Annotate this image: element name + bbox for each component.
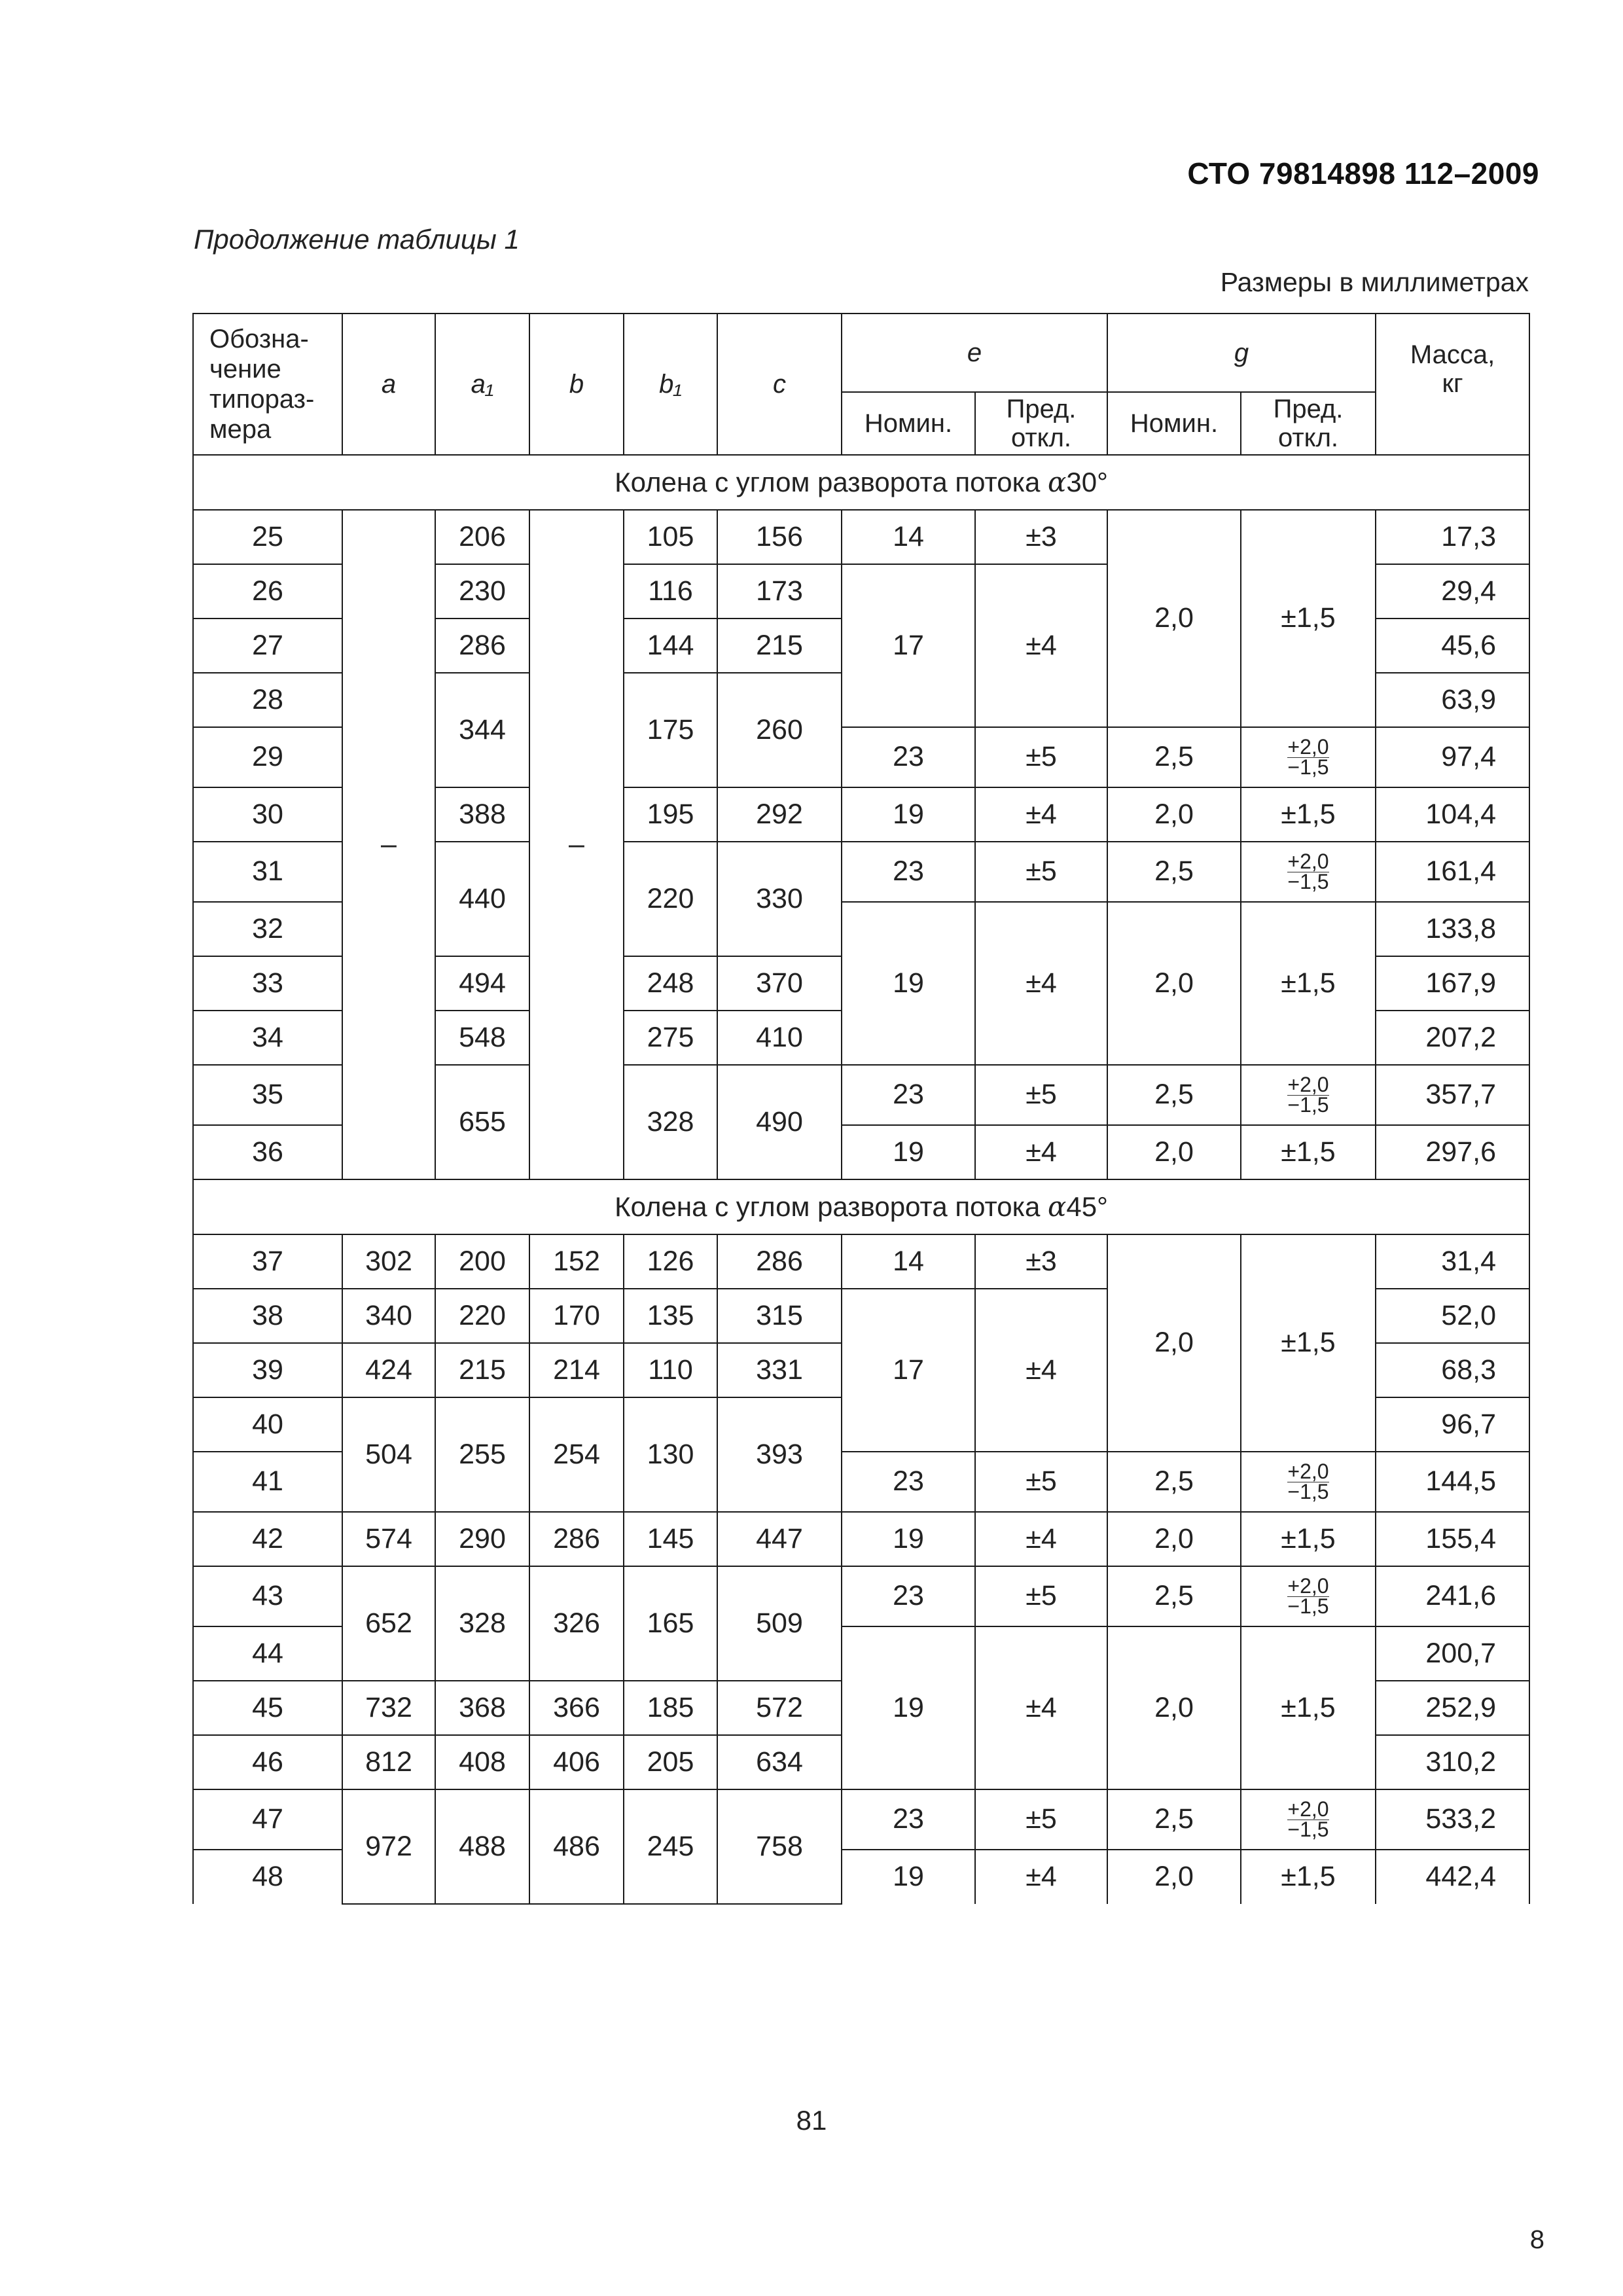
cell-b: – <box>529 510 624 1179</box>
cell-c: 292 <box>717 787 842 842</box>
cell-c: 260 <box>717 673 842 787</box>
units-note: Размеры в миллиметрах <box>1220 267 1529 297</box>
cell-designation: 47 <box>193 1789 342 1850</box>
cell-g-nominal: 2,0 <box>1107 1626 1241 1789</box>
cell-mass: 68,3 <box>1376 1343 1529 1397</box>
cell-e-tolerance: ±4 <box>975 1125 1107 1179</box>
section-title: Колена с углом разворота потока α45° <box>193 1179 1529 1234</box>
cell-e-tolerance: ±4 <box>975 1850 1107 1904</box>
page-number: 81 <box>796 2105 827 2136</box>
cell-mass: 144,5 <box>1376 1452 1529 1512</box>
cell-g-nominal: 2,5 <box>1107 1452 1241 1512</box>
cell-b: 286 <box>529 1512 624 1566</box>
cell-a: 340 <box>342 1289 435 1343</box>
cell-g-tolerance: ±1,5 <box>1241 902 1376 1065</box>
header-e-tolerance: Пред. откл. <box>975 392 1107 455</box>
cell-a1: 388 <box>435 787 529 842</box>
cell-mass: 155,4 <box>1376 1512 1529 1566</box>
table-row <box>193 510 1529 564</box>
cell-g-tolerance: ±1,5 <box>1241 1125 1376 1179</box>
cell-a1: 286 <box>435 619 529 673</box>
cell-g-nominal: 2,0 <box>1107 1125 1241 1179</box>
cell-b1: 175 <box>624 673 717 787</box>
cell-mass: 200,7 <box>1376 1626 1529 1681</box>
cell-b1: 135 <box>624 1289 717 1343</box>
cell-c: 490 <box>717 1065 842 1179</box>
cell-g-tolerance <box>1241 1789 1376 1850</box>
header-c: c <box>717 314 842 455</box>
header-b: b <box>529 314 624 455</box>
cell-g-tolerance <box>1241 1065 1376 1125</box>
cell-a1: 655 <box>435 1065 529 1179</box>
cell-designation: 38 <box>193 1289 342 1343</box>
cell-g-tolerance: ±1,5 <box>1241 1234 1376 1452</box>
cell-designation: 36 <box>193 1125 342 1179</box>
cell-mass: 17,3 <box>1376 510 1529 564</box>
cell-mass: 96,7 <box>1376 1397 1529 1452</box>
cell-b1: 110 <box>624 1343 717 1397</box>
cell-mass: 167,9 <box>1376 956 1529 1011</box>
cell-a: 652 <box>342 1566 435 1681</box>
cell-e-nominal: 19 <box>842 787 975 842</box>
cell-mass: 29,4 <box>1376 564 1529 619</box>
cell-mass: 207,2 <box>1376 1011 1529 1065</box>
cell-a: 732 <box>342 1681 435 1735</box>
cell-b1: 116 <box>624 564 717 619</box>
cell-a1: 290 <box>435 1512 529 1566</box>
cell-designation: 46 <box>193 1735 342 1789</box>
cell-g-nominal: 2,5 <box>1107 842 1241 902</box>
asymmetric-tolerance: $\frac{+2,0}{-1,5}$ <box>1287 1460 1329 1503</box>
cell-a1: 220 <box>435 1289 529 1343</box>
cell-a1: 200 <box>435 1234 529 1289</box>
cell-c: 634 <box>717 1735 842 1789</box>
cell-c: 215 <box>717 619 842 673</box>
cell-g-tolerance <box>1241 842 1376 902</box>
document-code: СТО 79814898 112–2009 <box>1187 156 1539 190</box>
cell-e-nominal: 23 <box>842 1065 975 1125</box>
cell-mass: 533,2 <box>1376 1789 1529 1850</box>
cell-designation: 37 <box>193 1234 342 1289</box>
header-g-tolerance: Пред. откл. <box>1241 392 1376 455</box>
cell-e-tolerance: ±5 <box>975 842 1107 902</box>
cell-g-tolerance <box>1241 1566 1376 1626</box>
header-g-nominal: Номин. <box>1107 392 1241 455</box>
cell-c: 509 <box>717 1566 842 1681</box>
cell-c: 315 <box>717 1289 842 1343</box>
cell-a1: 368 <box>435 1681 529 1735</box>
header-g: g <box>1107 314 1376 392</box>
table-row <box>193 1234 1529 1289</box>
cell-a: 424 <box>342 1343 435 1397</box>
cell-mass: 297,6 <box>1376 1125 1529 1179</box>
header-designation: Обозна- чение типораз- мера <box>193 314 342 455</box>
cell-b1: 205 <box>624 1735 717 1789</box>
cell-designation: 48 <box>193 1850 342 1904</box>
cell-a1: 206 <box>435 510 529 564</box>
cell-e-tolerance: ±3 <box>975 1234 1107 1289</box>
cell-mass: 63,9 <box>1376 673 1529 727</box>
cell-a1: 230 <box>435 564 529 619</box>
cell-g-nominal: 2,5 <box>1107 1566 1241 1626</box>
cell-b1: 185 <box>624 1681 717 1735</box>
cell-b1: 144 <box>624 619 717 673</box>
cell-a1: 440 <box>435 842 529 956</box>
cell-b1: 248 <box>624 956 717 1011</box>
cell-designation: 42 <box>193 1512 342 1566</box>
header-a: a <box>342 314 435 455</box>
table-caption: Продолжение таблицы 1 <box>194 224 520 255</box>
cell-designation: 41 <box>193 1452 342 1512</box>
cell-designation: 30 <box>193 787 342 842</box>
cell-c: 286 <box>717 1234 842 1289</box>
cell-designation: 26 <box>193 564 342 619</box>
asymmetric-tolerance: $\frac{+2,0}{-1,5}$ <box>1287 1797 1329 1841</box>
cell-mass: 104,4 <box>1376 787 1529 842</box>
cell-e-tolerance: ±4 <box>975 1512 1107 1566</box>
table-row <box>193 1512 1529 1566</box>
cell-e-tolerance: ±5 <box>975 1566 1107 1626</box>
cell-e-nominal: 14 <box>842 510 975 564</box>
cell-b1: 245 <box>624 1789 717 1904</box>
cell-e-tolerance: ±5 <box>975 1065 1107 1125</box>
cell-e-nominal: 23 <box>842 727 975 787</box>
asymmetric-tolerance: $\frac{+2,0}{-1,5}$ <box>1287 1073 1329 1117</box>
cell-designation: 29 <box>193 727 342 787</box>
cell-b1: 195 <box>624 787 717 842</box>
cell-b1: 220 <box>624 842 717 956</box>
cell-c: 331 <box>717 1343 842 1397</box>
cell-g-nominal: 2,0 <box>1107 510 1241 727</box>
cell-mass: 97,4 <box>1376 727 1529 787</box>
cell-a1: 408 <box>435 1735 529 1789</box>
cell-c: 447 <box>717 1512 842 1566</box>
asymmetric-tolerance: $\frac{+2,0}{-1,5}$ <box>1287 1574 1329 1618</box>
section-header-row <box>193 455 1529 510</box>
cell-designation: 44 <box>193 1626 342 1681</box>
cell-g-tolerance: ±1,5 <box>1241 787 1376 842</box>
cell-mass: 31,4 <box>1376 1234 1529 1289</box>
cell-a1: 328 <box>435 1566 529 1681</box>
cell-b1: 130 <box>624 1397 717 1512</box>
cell-g-tolerance: ±1,5 <box>1241 510 1376 727</box>
cell-c: 758 <box>717 1789 842 1904</box>
cell-mass: 133,8 <box>1376 902 1529 956</box>
cell-e-tolerance: ±3 <box>975 510 1107 564</box>
cell-g-tolerance: ±1,5 <box>1241 1512 1376 1566</box>
cell-a: 812 <box>342 1735 435 1789</box>
cell-c: 393 <box>717 1397 842 1512</box>
cell-b: 326 <box>529 1566 624 1681</box>
cell-mass: 161,4 <box>1376 842 1529 902</box>
cell-e-tolerance: ±5 <box>975 1452 1107 1512</box>
cell-designation: 31 <box>193 842 342 902</box>
cell-g-nominal: 2,0 <box>1107 1234 1241 1452</box>
cell-e-nominal: 17 <box>842 564 975 727</box>
cell-designation: 27 <box>193 619 342 673</box>
cell-designation: 33 <box>193 956 342 1011</box>
cell-a1: 494 <box>435 956 529 1011</box>
cell-e-tolerance: ±4 <box>975 1289 1107 1452</box>
cell-mass: 442,4 <box>1376 1850 1529 1904</box>
cell-b: 152 <box>529 1234 624 1289</box>
cell-g-nominal: 2,5 <box>1107 727 1241 787</box>
cell-mass: 252,9 <box>1376 1681 1529 1735</box>
cell-e-nominal: 23 <box>842 1452 975 1512</box>
cell-g-nominal: 2,0 <box>1107 902 1241 1065</box>
asymmetric-tolerance: $\frac{+2,0}{-1,5}$ <box>1287 735 1329 779</box>
cell-designation: 40 <box>193 1397 342 1452</box>
cell-c: 156 <box>717 510 842 564</box>
cell-e-tolerance: ±4 <box>975 564 1107 727</box>
cell-e-nominal: 19 <box>842 902 975 1065</box>
cell-a1: 215 <box>435 1343 529 1397</box>
cell-e-nominal: 17 <box>842 1289 975 1452</box>
cell-e-tolerance: ±4 <box>975 1626 1107 1789</box>
header-e: e <box>842 314 1107 392</box>
cell-a: 504 <box>342 1397 435 1512</box>
cell-a1: 255 <box>435 1397 529 1512</box>
cell-e-nominal: 23 <box>842 1566 975 1626</box>
cell-c: 173 <box>717 564 842 619</box>
cell-e-nominal: 19 <box>842 1850 975 1904</box>
cell-designation: 25 <box>193 510 342 564</box>
header-a1: a₁ <box>435 314 529 455</box>
sheet-number: 8 <box>1529 2225 1544 2254</box>
cell-g-tolerance: ±1,5 <box>1241 1850 1376 1904</box>
cell-designation: 45 <box>193 1681 342 1735</box>
asymmetric-tolerance: $\frac{+2,0}{-1,5}$ <box>1287 850 1329 893</box>
cell-b1: 145 <box>624 1512 717 1566</box>
cell-b1: 126 <box>624 1234 717 1289</box>
cell-g-nominal: 2,5 <box>1107 1789 1241 1850</box>
cell-b1: 275 <box>624 1011 717 1065</box>
cell-g-tolerance <box>1241 727 1376 787</box>
cell-a1: 344 <box>435 673 529 787</box>
header-b1: b₁ <box>624 314 717 455</box>
cell-g-nominal: 2,0 <box>1107 787 1241 842</box>
section-title: Колена с углом разворота потока α30° <box>193 455 1529 510</box>
cell-e-tolerance: ±4 <box>975 902 1107 1065</box>
cell-e-nominal: 23 <box>842 842 975 902</box>
cell-a1: 488 <box>435 1789 529 1904</box>
cell-b: 366 <box>529 1681 624 1735</box>
cell-a: 574 <box>342 1512 435 1566</box>
cell-c: 370 <box>717 956 842 1011</box>
cell-a: 302 <box>342 1234 435 1289</box>
cell-designation: 28 <box>193 673 342 727</box>
cell-g-nominal: 2,0 <box>1107 1850 1241 1904</box>
cell-c: 572 <box>717 1681 842 1735</box>
table-header-row <box>193 314 1529 392</box>
cell-e-nominal: 23 <box>842 1789 975 1850</box>
cell-b1: 328 <box>624 1065 717 1179</box>
cell-mass: 52,0 <box>1376 1289 1529 1343</box>
cell-e-nominal: 14 <box>842 1234 975 1289</box>
cell-g-nominal: 2,0 <box>1107 1512 1241 1566</box>
cell-e-nominal: 19 <box>842 1626 975 1789</box>
table-row <box>193 1566 1529 1626</box>
section-header-row <box>193 1179 1529 1234</box>
cell-b1: 165 <box>624 1566 717 1681</box>
cell-designation: 32 <box>193 902 342 956</box>
cell-a: – <box>342 510 435 1179</box>
cell-c: 330 <box>717 842 842 956</box>
cell-e-nominal: 19 <box>842 1512 975 1566</box>
cell-b: 406 <box>529 1735 624 1789</box>
cell-designation: 43 <box>193 1566 342 1626</box>
cell-e-nominal: 19 <box>842 1125 975 1179</box>
cell-a: 972 <box>342 1789 435 1904</box>
cell-c: 410 <box>717 1011 842 1065</box>
table-row <box>193 1789 1529 1850</box>
cell-b: 254 <box>529 1397 624 1512</box>
cell-a1: 548 <box>435 1011 529 1065</box>
cell-designation: 35 <box>193 1065 342 1125</box>
header-e-nominal: Номин. <box>842 392 975 455</box>
cell-g-tolerance: ±1,5 <box>1241 1626 1376 1789</box>
cell-designation: 34 <box>193 1011 342 1065</box>
cell-b: 170 <box>529 1289 624 1343</box>
cell-g-nominal: 2,5 <box>1107 1065 1241 1125</box>
cell-b: 486 <box>529 1789 624 1904</box>
cell-e-tolerance: ±4 <box>975 787 1107 842</box>
cell-mass: 357,7 <box>1376 1065 1529 1125</box>
cell-designation: 39 <box>193 1343 342 1397</box>
header-mass: Масса, кг <box>1376 314 1529 455</box>
dimensions-table <box>192 313 1530 1905</box>
cell-mass: 310,2 <box>1376 1735 1529 1789</box>
cell-mass: 45,6 <box>1376 619 1529 673</box>
cell-e-tolerance: ±5 <box>975 1789 1107 1850</box>
cell-g-tolerance <box>1241 1452 1376 1512</box>
cell-mass: 241,6 <box>1376 1566 1529 1626</box>
cell-b1: 105 <box>624 510 717 564</box>
cell-e-tolerance: ±5 <box>975 727 1107 787</box>
cell-b: 214 <box>529 1343 624 1397</box>
